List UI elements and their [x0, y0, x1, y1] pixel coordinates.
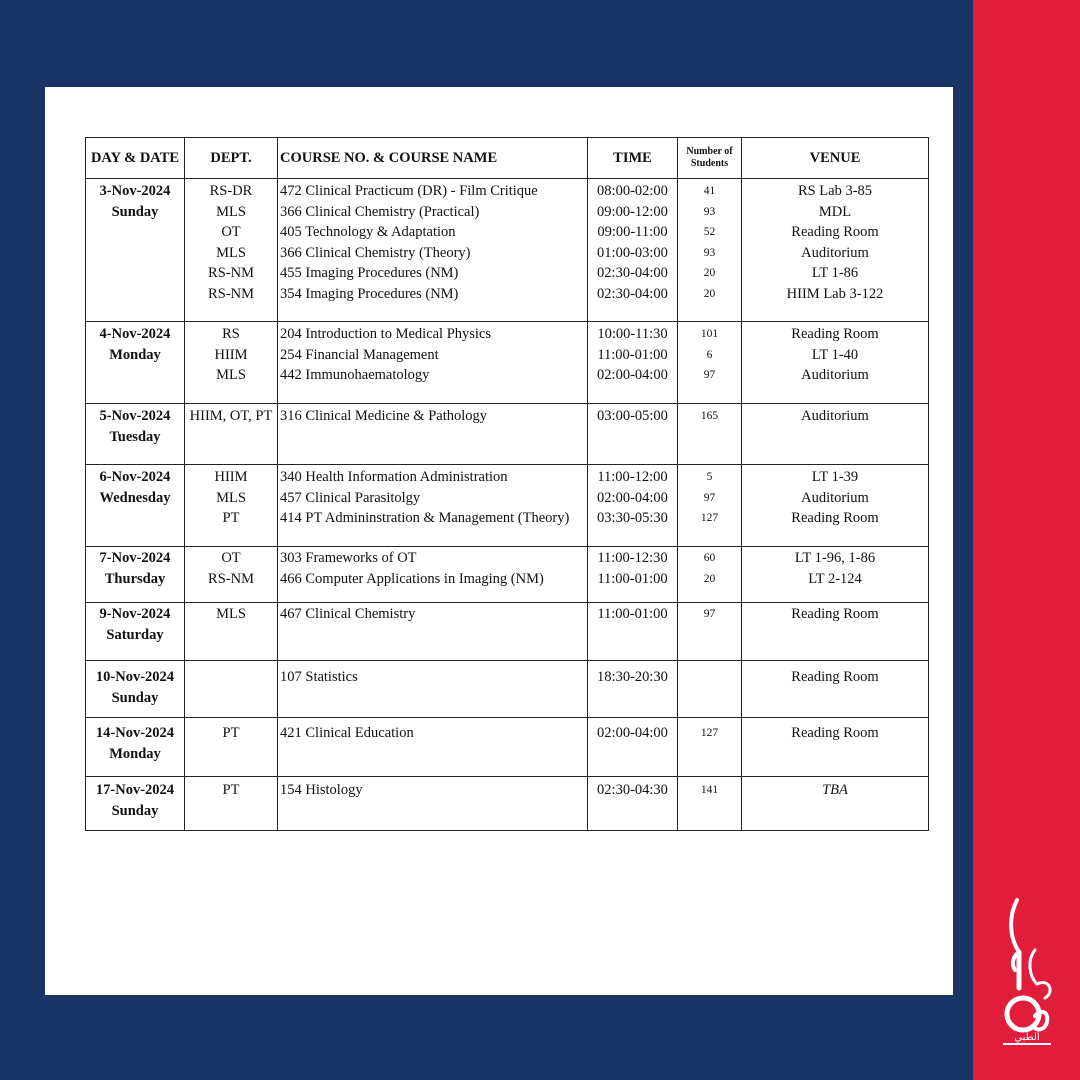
exam-date: 4-Nov-2024 — [99, 326, 171, 342]
header-row — [86, 138, 929, 179]
time-value: 11:00-01:00 — [597, 606, 668, 622]
exam-date: 17-Nov-2024 — [95, 782, 175, 798]
course-value: 472 Clinical Practicum (DR) - Film Critique — [280, 183, 538, 199]
students-value: 60 — [703, 552, 716, 564]
students-value: 41 — [703, 185, 716, 197]
venue-cell — [742, 404, 929, 465]
time-value: 03:30-05:30 — [597, 510, 668, 526]
venue-value: HIIM Lab 3-122 — [786, 285, 884, 302]
course-value: 340 Health Information Administration — [280, 469, 508, 485]
course-cell — [278, 465, 588, 547]
dept-value: MLS — [216, 203, 246, 220]
header-venue: VENUE — [742, 138, 929, 179]
dept-cell — [185, 179, 278, 322]
course-cell — [278, 661, 588, 718]
exam-weekday: Thursday — [104, 570, 166, 587]
dept-value: RS-DR — [209, 183, 253, 199]
table-row — [86, 179, 929, 322]
course-value: 154 Histology — [280, 782, 363, 798]
date-group — [86, 547, 929, 603]
table-row — [86, 603, 929, 661]
time-cell — [588, 603, 678, 661]
students-value: 93 — [703, 246, 716, 259]
time-value: 18:30-20:30 — [597, 669, 668, 685]
day-date-cell — [86, 718, 185, 777]
students-cell — [678, 322, 742, 404]
course-cell — [278, 718, 588, 777]
time-value: 02:00-04:00 — [597, 367, 668, 383]
time-value: 02:30-04:00 — [597, 265, 668, 281]
dept-cell — [185, 661, 278, 718]
time-value: 03:00-05:00 — [597, 408, 668, 424]
course-value: 414 PT Admininstration & Management (Theory) — [280, 510, 570, 526]
time-value: 10:00-11:30 — [597, 326, 668, 342]
time-value: 01:00-03:00 — [597, 244, 668, 261]
date-group — [86, 179, 929, 322]
dept-value: OT — [221, 550, 241, 566]
students-value: 127 — [700, 512, 719, 524]
course-cell — [278, 603, 588, 661]
table-row — [86, 322, 929, 404]
course-value: 254 Financial Management — [280, 346, 439, 363]
students-value: 97 — [703, 369, 716, 381]
venue-value: Auditorium — [801, 489, 869, 506]
table-row — [86, 547, 929, 603]
students-value: 165 — [700, 410, 719, 422]
day-date-cell — [86, 661, 185, 718]
exam-date: 14-Nov-2024 — [95, 725, 175, 741]
students-value: 141 — [700, 784, 719, 796]
date-group — [86, 777, 929, 831]
exam-weekday: Sunday — [111, 689, 159, 706]
course-value: 421 Clinical Education — [280, 725, 414, 741]
students-cell — [678, 603, 742, 661]
exam-weekday: Monday — [109, 745, 161, 762]
date-group — [86, 718, 929, 777]
dept-cell — [185, 465, 278, 547]
venue-value: Auditorium — [801, 244, 869, 261]
dept-value: HIIM — [214, 346, 248, 363]
venue-cell — [742, 547, 929, 603]
venue-value: Reading Room — [791, 725, 879, 741]
students-cell — [678, 777, 742, 831]
course-value: 204 Introduction to Medical Physics — [280, 326, 492, 342]
exam-weekday: Saturday — [106, 626, 164, 643]
header-dept: DEPT. — [185, 138, 278, 179]
time-value: 02:00-04:00 — [597, 489, 668, 506]
time-value: 11:00-01:00 — [597, 346, 668, 363]
venue-cell — [742, 661, 929, 718]
date-group — [86, 322, 929, 404]
students-value — [678, 667, 741, 688]
day-date-cell — [86, 603, 185, 661]
dept-cell — [185, 777, 278, 831]
exam-weekday: Sunday — [111, 203, 159, 220]
time-value: 11:00-12:00 — [597, 469, 668, 485]
dept-cell — [185, 718, 278, 777]
course-value: 405 Technology & Adaptation — [280, 224, 456, 240]
table-row — [86, 661, 929, 718]
time-cell — [588, 547, 678, 603]
students-value: 97 — [703, 491, 716, 504]
time-value: 02:30-04:00 — [597, 285, 668, 302]
dept-value: PT — [222, 782, 240, 798]
venue-value: LT 2-124 — [808, 570, 862, 587]
day-date-cell — [86, 322, 185, 404]
venue-cell — [742, 603, 929, 661]
time-value: 09:00-12:00 — [597, 203, 668, 220]
venue-value: Reading Room — [791, 669, 879, 685]
exam-date: 5-Nov-2024 — [99, 408, 171, 424]
exam-date: 7-Nov-2024 — [99, 550, 171, 566]
dept-value: PT — [222, 725, 240, 741]
dept-value: OT — [221, 224, 241, 240]
header-day-date: DAY & DATE — [86, 138, 185, 179]
time-value: 02:30-04:30 — [597, 782, 668, 798]
course-value: 455 Imaging Procedures (NM) — [280, 265, 459, 281]
students-cell — [678, 179, 742, 322]
table-row — [86, 718, 929, 777]
dept-value: MLS — [216, 606, 246, 622]
date-group — [86, 404, 929, 465]
table-row — [86, 465, 929, 547]
course-value: 467 Clinical Chemistry — [280, 606, 416, 622]
venue-cell — [742, 718, 929, 777]
venue-value: LT 1-40 — [811, 346, 859, 363]
exam-date: 9-Nov-2024 — [99, 606, 171, 622]
students-value: 20 — [703, 287, 716, 300]
time-cell — [588, 661, 678, 718]
header-students — [678, 138, 742, 179]
exam-schedule-table — [85, 137, 929, 831]
venue-cell — [742, 777, 929, 831]
course-cell — [278, 179, 588, 322]
venue-value: Reading Room — [791, 326, 879, 342]
table-row — [86, 404, 929, 465]
time-value: 11:00-01:00 — [597, 570, 668, 587]
dept-value — [185, 667, 277, 688]
students-value: 93 — [703, 205, 716, 218]
exam-date: 3-Nov-2024 — [99, 183, 171, 199]
dept-value: RS — [222, 326, 240, 342]
exam-weekday: Tuesday — [109, 428, 161, 445]
dept-value: PT — [222, 510, 240, 526]
exam-weekday: Wednesday — [99, 489, 171, 506]
students-cell — [678, 465, 742, 547]
venue-value: RS Lab 3-85 — [797, 183, 873, 199]
dept-value: HIIM, OT, PT — [189, 408, 273, 424]
venue-value: Auditorium — [801, 367, 869, 383]
day-date-cell — [86, 547, 185, 603]
students-value: 52 — [703, 226, 716, 238]
venue-value: Reading Room — [791, 224, 879, 240]
exam-weekday: Sunday — [111, 802, 159, 819]
students-value: 20 — [703, 267, 716, 279]
time-cell — [588, 777, 678, 831]
dept-cell — [185, 547, 278, 603]
dept-value: MLS — [216, 244, 246, 261]
venue-value: TBA — [822, 782, 848, 798]
exam-date: 6-Nov-2024 — [99, 469, 171, 485]
venue-value: Auditorium — [801, 408, 869, 424]
course-value: 442 Immunohaematology — [280, 367, 430, 383]
header-students-line1: Number of — [686, 146, 733, 157]
time-cell — [588, 465, 678, 547]
dept-value: RS-NM — [208, 285, 254, 302]
course-value: 366 Clinical Chemistry (Practical) — [280, 203, 480, 220]
students-cell — [678, 404, 742, 465]
course-value: 366 Clinical Chemistry (Theory) — [280, 244, 471, 261]
time-cell — [588, 718, 678, 777]
exam-date: 10-Nov-2024 — [95, 669, 175, 685]
venue-value: LT 1-39 — [811, 469, 859, 485]
exam-weekday: Monday — [109, 346, 161, 363]
venue-value: LT 1-86 — [811, 265, 859, 281]
students-value: 97 — [703, 608, 716, 620]
time-value: 02:00-04:00 — [597, 725, 668, 741]
dept-value: RS-NM — [208, 570, 254, 587]
venue-cell — [742, 322, 929, 404]
date-group — [86, 661, 929, 718]
venue-value: LT 1-96, 1-86 — [794, 550, 876, 566]
day-date-cell — [86, 404, 185, 465]
venue-cell — [742, 465, 929, 547]
dept-cell — [185, 404, 278, 465]
time-cell — [588, 322, 678, 404]
time-value: 11:00-12:30 — [597, 550, 668, 566]
day-date-cell — [86, 179, 185, 322]
course-value: 316 Clinical Medicine & Pathology — [280, 408, 488, 424]
time-value: 08:00-02:00 — [597, 183, 668, 199]
day-date-cell — [86, 777, 185, 831]
header-time: TIME — [588, 138, 678, 179]
course-value: 457 Clinical Parasitolgy — [280, 489, 421, 506]
header-course: COURSE NO. & COURSE NAME — [278, 138, 588, 179]
course-cell — [278, 547, 588, 603]
dept-cell — [185, 603, 278, 661]
time-value: 09:00-11:00 — [597, 224, 668, 240]
course-cell — [278, 322, 588, 404]
dept-value: MLS — [216, 367, 246, 383]
students-value: 101 — [700, 328, 719, 340]
venue-value: MDL — [818, 203, 852, 220]
course-value: 107 Statistics — [280, 669, 358, 685]
header-students-line2: Students — [690, 158, 729, 169]
day-date-cell — [86, 465, 185, 547]
logo — [985, 890, 1069, 1060]
course-cell — [278, 404, 588, 465]
dept-cell — [185, 322, 278, 404]
venue-value: Reading Room — [791, 510, 879, 526]
table-row — [86, 777, 929, 831]
students-cell — [678, 661, 742, 718]
date-group — [86, 603, 929, 661]
dept-value: MLS — [216, 489, 246, 506]
students-cell — [678, 718, 742, 777]
course-value: 354 Imaging Procedures (NM) — [280, 285, 459, 302]
schedule-sheet — [45, 87, 953, 995]
venue-cell — [742, 179, 929, 322]
students-value: 6 — [706, 348, 713, 361]
course-value: 303 Frameworks of OT — [280, 550, 417, 566]
students-value: 127 — [700, 727, 719, 739]
students-cell — [678, 547, 742, 603]
students-value: 20 — [703, 572, 716, 585]
course-value: 466 Computer Applications in Imaging (NM) — [280, 570, 544, 587]
dept-value: RS-NM — [208, 265, 254, 281]
time-cell — [588, 404, 678, 465]
course-cell — [278, 777, 588, 831]
time-cell — [588, 179, 678, 322]
date-group — [86, 465, 929, 547]
students-value: 5 — [706, 471, 713, 483]
logo-caption: الطبي — [1014, 1032, 1040, 1043]
dept-value: HIIM — [214, 469, 248, 485]
calligraphy-logo-icon — [985, 890, 1069, 1060]
venue-value: Reading Room — [791, 606, 879, 622]
